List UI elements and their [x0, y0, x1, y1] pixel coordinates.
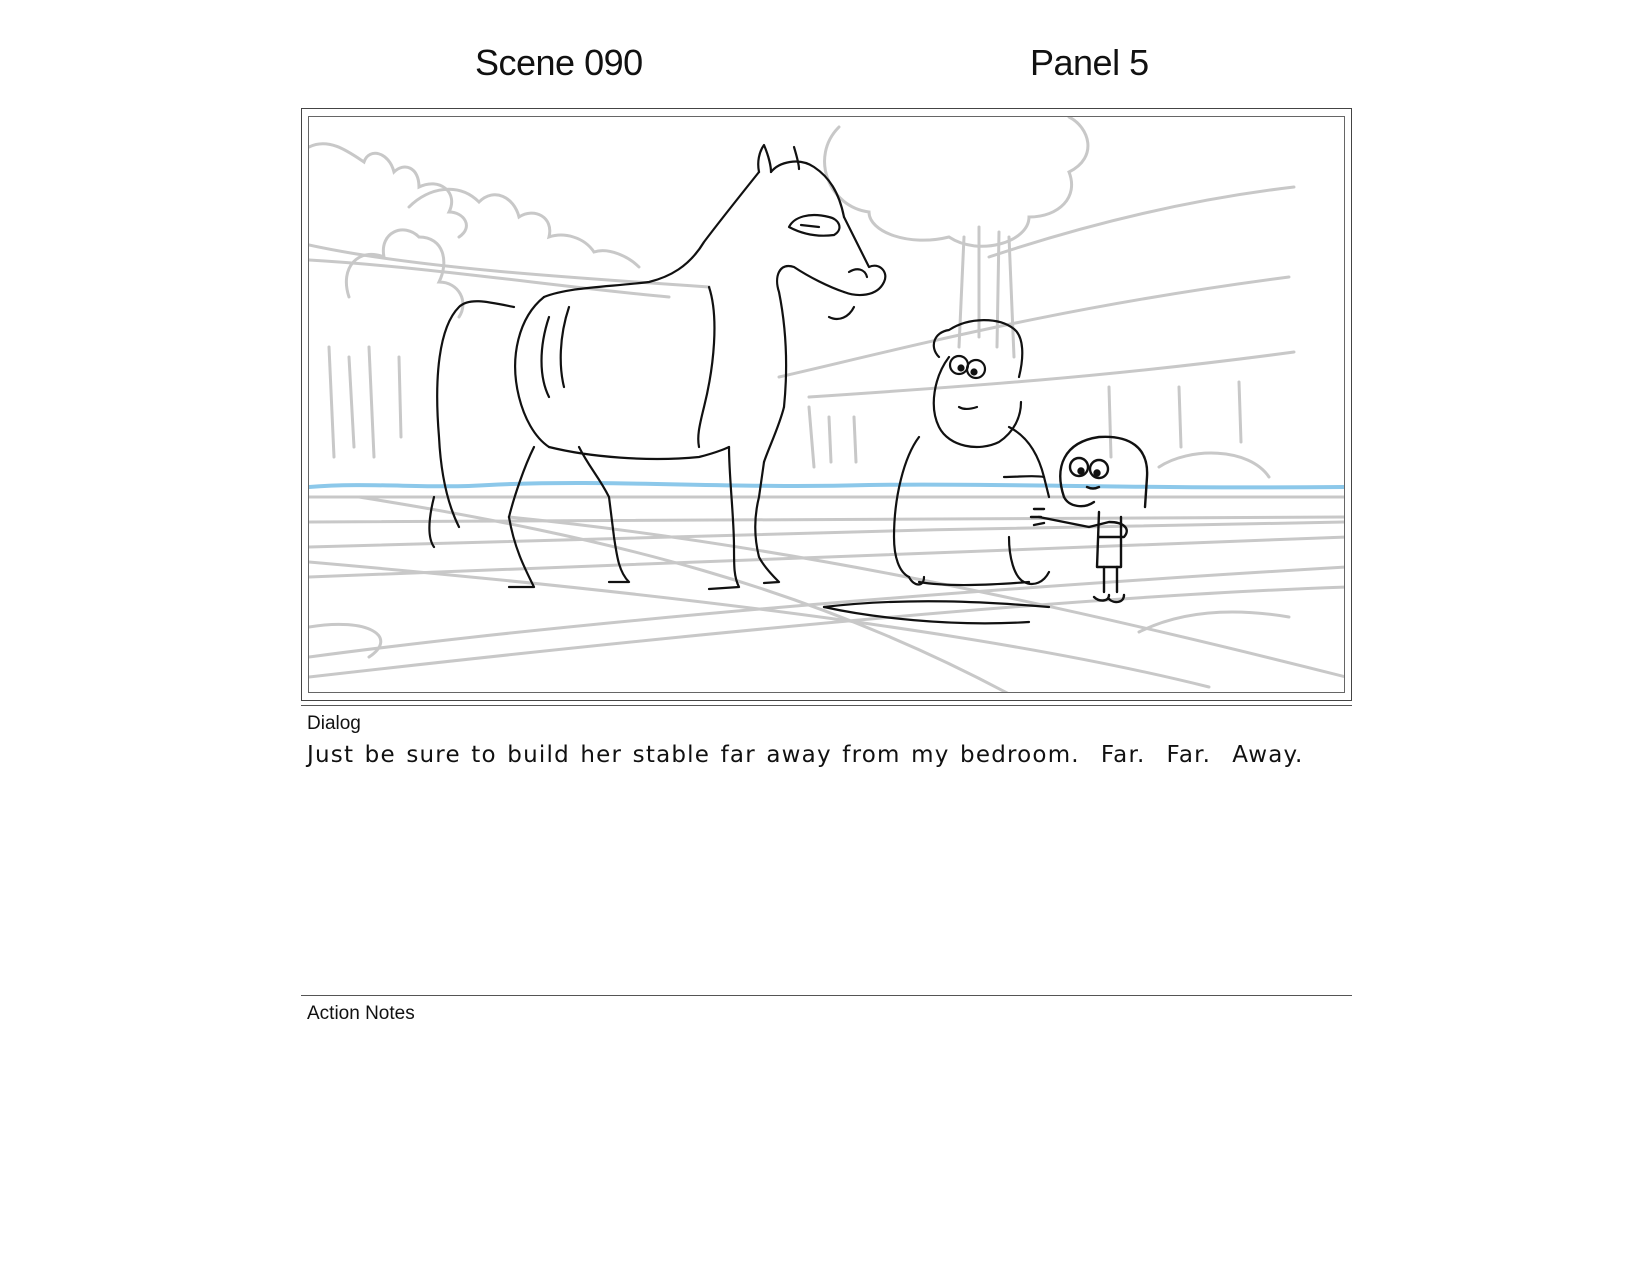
panel-number: Panel 5: [1030, 42, 1149, 83]
dialog-label: Dialog: [307, 713, 361, 734]
storyboard-panel-image: [308, 116, 1345, 693]
scene-number: Scene 090: [475, 42, 643, 83]
action-notes-divider: [301, 995, 1352, 996]
action-notes-label: Action Notes: [307, 1003, 415, 1024]
dialog-divider: [301, 705, 1352, 706]
dialog-text: Just be sure to build her stable far away from my bedroom. Far. Far. Away.: [307, 742, 1304, 768]
man-sketch: [824, 320, 1049, 623]
water-line: [309, 483, 1345, 487]
